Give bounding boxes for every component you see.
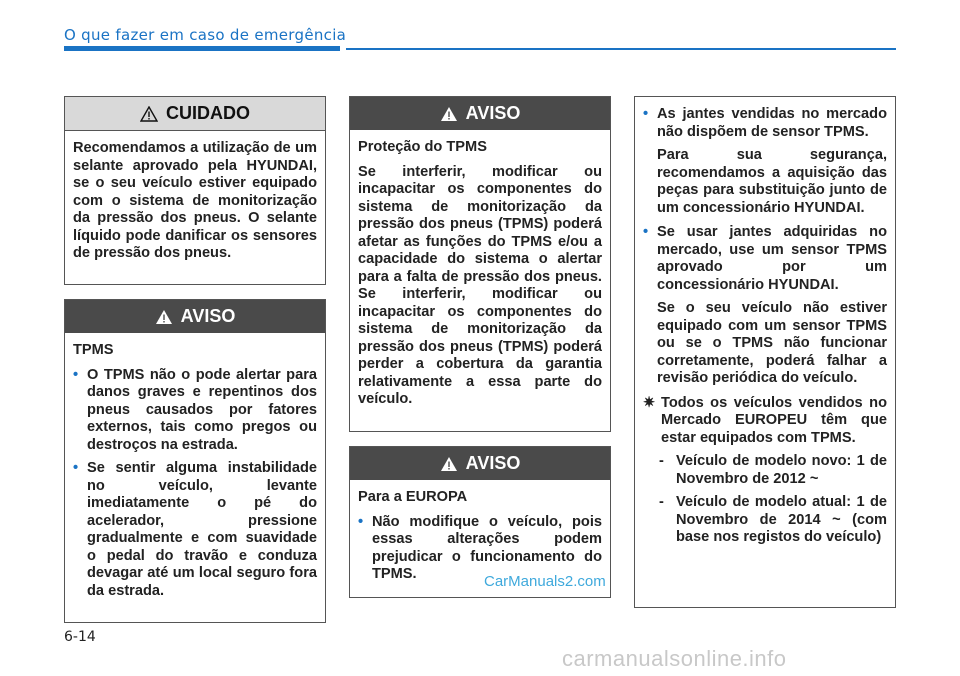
list-item [73,367,317,455]
bullet-dot-icon: • [73,366,79,383]
watermark-site2: carmanualsonline.info [562,646,787,671]
bullet-dot-icon: • [73,460,79,476]
dash-marker: - [659,494,664,510]
list-item [659,453,887,488]
warning-tpms-body [65,333,325,614]
caution-body [65,131,325,278]
warning-tpms-subtitle: TPMS [73,342,114,358]
dash-marker: - [659,453,664,469]
list-item [643,106,887,141]
warning-tpms-header [65,300,325,333]
caution-text: Recomendamos a utilização de um selante aprovado pela HYUNDAI, se o seu veículo estiver equipado com o sistema de monitorização da pressão dos pneus. O selante líquido pode danificar os sensores de pressão dos pneus. [73,140,317,261]
asterisk-note-icon: ✷ [643,394,656,411]
warning-tpms-title: AVISO [180,306,236,326]
continuation-body [635,97,895,561]
warning-tpms-box [64,299,326,623]
warning-europe-subtitle: Para a EUROPA [358,489,468,505]
warning-protection-subtitle: Proteção do TPMS [358,139,487,155]
warning-triangle-icon [440,456,458,472]
bullet-dot-icon: • [643,224,649,240]
note-item [643,395,887,448]
warning-protection-body [350,130,610,424]
warning-protection-box [349,96,611,432]
warning-europe-title: AVISO [465,453,521,473]
warning-protection-header [350,97,610,130]
watermark-site1: CarManuals2.com [484,573,606,590]
header-rule [346,48,896,50]
warning-continuation-box [634,96,896,608]
warning-triangle-icon [440,106,458,122]
header-bar-accent [64,46,340,51]
caution-title: CUIDADO [166,103,250,123]
dash-text: Veículo de modelo atual: 1 de Novembro de 2014 ~ (com base nos registos do veículo) [676,494,887,545]
warning-triangle-icon [155,309,173,325]
list-item [73,460,317,600]
section-title: O que fazer em caso de emergência [64,26,347,44]
bullet-dot-icon: • [358,513,364,530]
bullet-text: Não modifique o veículo, pois essas alterações podem prejudicar o funcionamento do TPMS. [372,513,602,582]
bullet-text: As jantes vendidas no mercado não dispõem de sensor TPMS. [657,106,887,140]
warning-protection-text: Se interferir, modificar ou incapacitar os componentes do sistema de monitorização da pressão dos pneus (TPMS) poderá afetar as funções do TPMS e/ou a capacidade do sistema o alertar para a falta de pressão dos pneus. Se interferir, modificar ou incapacitar os componentes do sistema de monitorização da pressão dos pneus (TPMS) poderá perder a cobertura da garantia relativamente a essa parte do veículo. [358,163,602,407]
caution-header [65,97,325,131]
bullet-text: Se usar jantes adquiridas no mercado, use um sensor TPMS aprovado por um concessionário HYUNDAI. [657,224,887,293]
bullet-text: O TPMS não o pode alertar para danos graves e repentinos dos pneus causados por fatores externos, tais como pregos ou destroços na estrada. [87,366,317,453]
caution-triangle-icon [140,106,158,122]
bullet-text: Se sentir alguma instabilidade no veículo, levante imediatamente o pé do acelerador, pressione gradualmente e com suavidade o pedal do travão e conduza devagar até um local seguro fora da estrada. [87,460,317,599]
caution-box [64,96,326,285]
bullet-dot-icon: • [643,106,649,122]
dash-text: Veículo de modelo novo: 1 de Novembro de 2012 ~ [676,453,887,487]
warning-protection-title: AVISO [465,103,521,123]
list-item [659,494,887,547]
note-text: Todos os veículos vendidos no Mercado EUROPEU têm que estar equipados com TPMS. [661,394,887,446]
paragraph: Para sua segurança, recomendamos a aquisição das peças para substituição junto de um concessionário HYUNDAI. [657,147,887,216]
paragraph: Se o seu veículo não estiver equipado com um sensor TPMS ou se o TPMS não funcionar corretamente, poderá falhar a revisão periódica do veículo. [657,300,887,386]
page-number: 6-14 [64,629,96,645]
list-item [643,224,887,294]
warning-europe-header [350,447,610,480]
